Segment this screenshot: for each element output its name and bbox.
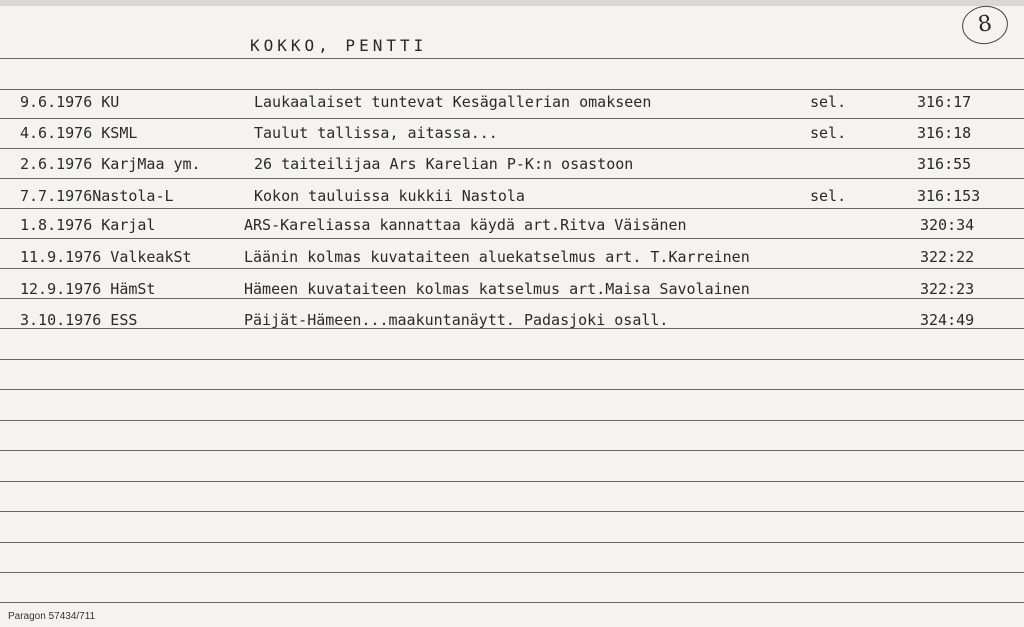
entry-title: Läänin kolmas kuvataiteen aluekatselmus art. T.Karreinen bbox=[244, 248, 750, 266]
ruled-line bbox=[0, 178, 1024, 179]
ruled-line bbox=[0, 58, 1024, 59]
card-top-edge bbox=[0, 0, 1024, 6]
card-footer-print: Paragon 57434/711 bbox=[8, 611, 96, 622]
ruled-line bbox=[0, 602, 1024, 603]
entry-title: Hämeen kuvataiteen kolmas katselmus art.Maisa Savolainen bbox=[244, 280, 750, 298]
ruled-line bbox=[0, 511, 1024, 512]
entry-date-source: 9.6.1976 KU bbox=[20, 93, 120, 111]
entry-note: sel. bbox=[810, 187, 847, 205]
entry-ref: 316:55 bbox=[917, 155, 972, 173]
entry-title: 26 taiteilijaa Ars Karelian P-K:n osastoon bbox=[254, 155, 634, 173]
entry-date-source: 1.8.1976 Karjal bbox=[20, 216, 156, 234]
entry-ref: 316:153 bbox=[917, 187, 981, 205]
entry-ref: 322:23 bbox=[920, 280, 975, 298]
ruled-line bbox=[0, 89, 1024, 90]
entry-ref: 316:18 bbox=[917, 124, 972, 142]
entry-date-source: 3.10.1976 ESS bbox=[20, 311, 138, 329]
ruled-line bbox=[0, 389, 1024, 390]
entry-title: Kokon tauluissa kukkii Nastola bbox=[254, 187, 525, 205]
entry-ref: 324:49 bbox=[920, 311, 975, 329]
entry-ref: 316:17 bbox=[917, 93, 972, 111]
entry-ref: 322:22 bbox=[920, 248, 975, 266]
ruled-line bbox=[0, 148, 1024, 149]
ruled-line bbox=[0, 268, 1024, 269]
ruled-line bbox=[0, 572, 1024, 573]
ruled-line bbox=[0, 359, 1024, 360]
ruled-line bbox=[0, 481, 1024, 482]
entry-note: sel. bbox=[810, 124, 847, 142]
entry-title: ARS-Kareliassa kannattaa käydä art.Ritva Väisänen bbox=[244, 216, 687, 234]
page-number-circle: 8 bbox=[960, 3, 1011, 47]
entry-title: Päijät-Hämeen...maakuntanäytt. Padasjoki osall. bbox=[244, 311, 669, 329]
entry-title: Laukaalaiset tuntevat Kesägallerian omakseen bbox=[254, 93, 652, 111]
entry-date-source: 2.6.1976 KarjMaa ym. bbox=[20, 155, 201, 173]
card-name: KOKKO, PENTTI bbox=[250, 36, 428, 55]
entry-date-source: 4.6.1976 KSML bbox=[20, 124, 138, 142]
ruled-line bbox=[0, 208, 1024, 209]
ruled-line bbox=[0, 238, 1024, 239]
entry-title: Taulut tallissa, aitassa... bbox=[254, 124, 498, 142]
entry-ref: 320:34 bbox=[920, 216, 975, 234]
entry-date-source: 7.7.1976Nastola-L bbox=[20, 187, 174, 205]
ruled-line bbox=[0, 118, 1024, 119]
ruled-line bbox=[0, 420, 1024, 421]
entry-date-source: 12.9.1976 HämSt bbox=[20, 280, 156, 298]
entry-note: sel. bbox=[810, 93, 847, 111]
ruled-line bbox=[0, 542, 1024, 543]
entry-date-source: 11.9.1976 ValkeakSt bbox=[20, 248, 192, 266]
ruled-line bbox=[0, 450, 1024, 451]
